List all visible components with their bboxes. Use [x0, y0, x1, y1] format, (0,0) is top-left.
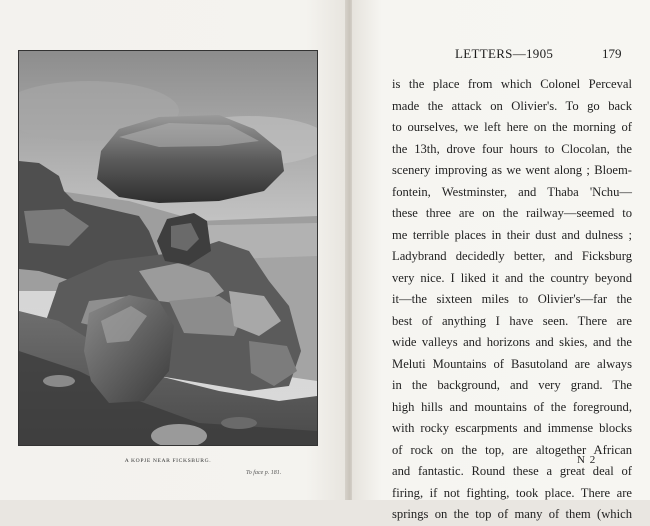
- text-line: fontein, Westminster, and Thaba 'Nchu—: [392, 184, 632, 199]
- text-line: of rock on the top, are altogether African: [392, 442, 632, 457]
- text-line: and fantastic. Round these a great deal of: [392, 464, 632, 478]
- running-head: LETTERS—1905: [455, 46, 554, 61]
- text-line: the 13th, drove four hours to Clocolan, the: [392, 141, 632, 156]
- text-line: best of anything I have seen. There are: [392, 313, 632, 328]
- plate-page-note: To face p. 181.: [246, 470, 282, 476]
- text-line: Meluti Mountains of Basutoland are always: [392, 356, 632, 371]
- balancing-rock-photo: [19, 51, 317, 445]
- signature-mark: N 2: [577, 454, 597, 466]
- text-line: very nice. I liked it and the country beyond: [392, 270, 632, 285]
- text-line: it—the sixteen miles to Olivier's—far the: [392, 292, 632, 306]
- text-line: me terrible places in their dust and dulness ;: [392, 227, 632, 242]
- text-line: springs on the top of many of them (which: [392, 507, 632, 521]
- text-line: these three are on the railway—seemed to: [392, 206, 632, 220]
- plate-caption: A KOPJE NEAR FICKSBURG.: [124, 458, 212, 464]
- text-line: firing, if not fighting, took place. There are: [392, 485, 632, 500]
- text-line: with rocky escarpments and immense blocks: [392, 421, 632, 435]
- photo-plate: [18, 50, 318, 446]
- text-line: high hills and mountains of the foreground,: [392, 399, 632, 414]
- text-line: is the place from which Colonel Perceval: [392, 77, 632, 91]
- text-line: made the attack on Olivier's. To go back: [392, 98, 632, 113]
- text-line: in the background, and very grand. The: [392, 378, 632, 392]
- text-line: wide valleys and horizons and skies, and the: [392, 335, 632, 349]
- text-line: Ladybrand decidedly better, and Ficksburg: [392, 249, 632, 263]
- text-line: to ourselves, we left here on the morning of: [392, 120, 632, 134]
- text-line: scenery improving as we went along ; Bloem-: [392, 163, 632, 177]
- page-number: 179: [602, 46, 622, 61]
